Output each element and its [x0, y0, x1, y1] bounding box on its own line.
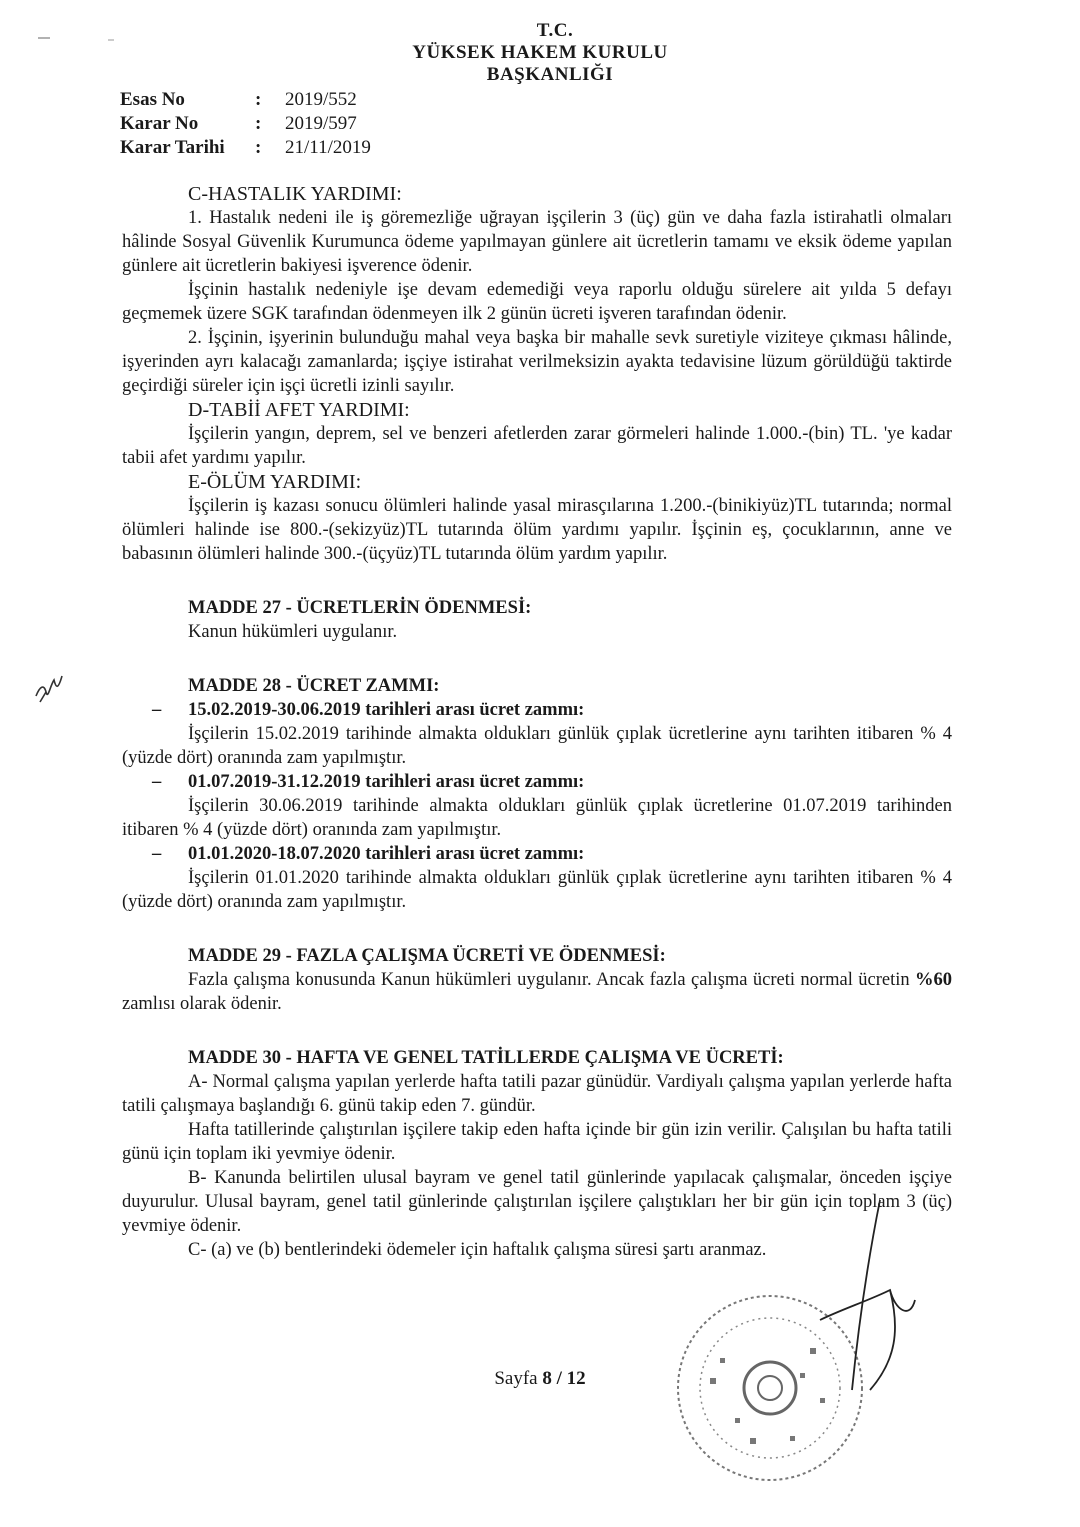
page-label: Sayfa: [494, 1368, 543, 1389]
meta-colon: :: [255, 113, 262, 134]
meta-key: Karar No: [120, 113, 199, 134]
meta-row-tarih: [120, 136, 371, 160]
section-c-paragraph-1: 1. Hastalık nedeni ile iş göremezliğe uğrayan işçilerin 3 (üç) gün ve daha fazla istirahatli olmaları hâlinde Sosyal Güvenlik Kurumunca ödeme yapılmayan günlere ait ücretlerin tamamı ve eksik ödeme yapılan günlere ait ücretlerin bakiyesi işverence ödenir.: [122, 208, 952, 276]
signature: [800, 1190, 920, 1435]
article-29-text: [122, 968, 952, 1016]
section-e-title: E-ÖLÜM YARDIMI:: [188, 471, 362, 493]
article-30-title: MADDE 30 - HAFTA VE GENEL TATİLLERDE ÇALIŞMA VE ÜCRETİ:: [188, 1048, 784, 1068]
meta-colon: :: [255, 137, 262, 158]
raise-item-2-text: İşçilerin 30.06.2019 tarihinde almakta oldukları günlük çıplak ücretlerine 01.07.2019 tarihinden itibaren % 4 (yüzde dört) oranında zam yapılmıştır.: [122, 796, 952, 840]
section-d-paragraph: İşçilerin yangın, deprem, sel ve benzeri afetlerden zarar görmeleri halinde 1.000.-(bin) TL. 'ye kadar tabii afet yardımı yapılır.: [122, 424, 952, 468]
raise-item-1-heading: [152, 698, 952, 722]
meta-key: Esas No: [120, 89, 185, 110]
raise-item-3-text: İşçilerin 01.01.2020 tarihinde almakta oldukları günlük çıplak ücretlerine aynı tarihten itibaren % 4 (yüzde dört) oranında zam yapılmıştır.: [122, 868, 952, 912]
dash-bullet: –: [152, 772, 162, 792]
meta-row-esas: [120, 88, 371, 112]
section-d-title: D-TABİİ AFET YARDIMI:: [188, 399, 410, 421]
article-27-text: Kanun hükümleri uygulanır.: [188, 622, 398, 642]
overtime-rate: %60: [915, 970, 952, 990]
raise-item-3-heading: [152, 842, 952, 866]
article-29-text-a: Fazla çalışma konusunda Kanun hükümleri uygulanır. Ancak fazla çalışma ücreti normal ücretin: [188, 970, 915, 990]
raise-period-title: 01.07.2019-31.12.2019 tarihleri arası ücret zammı:: [188, 772, 585, 792]
section-c-title: C-HASTALIK YARDIMI:: [188, 183, 402, 205]
case-meta: [120, 88, 371, 160]
section-e-paragraph: İşçilerin iş kazası sonucu ölümleri halinde yasal mirasçılarına 1.200.-(binikiyüz)TL tutarında; normal ölümleri halinde ise 800.-(sekizyüz)TL tutarında ölüm yardımı yapılır. İşçinin eş, çocuklarının, anne ve babasının ölümleri halinde 300.-(üçyüz)TL tutarında ölüm yardım yapılır.: [122, 496, 952, 564]
page-footer: [0, 1368, 1080, 1390]
article-28-title: MADDE 28 - ÜCRET ZAMMI:: [188, 676, 440, 696]
meta-value: 2019/552: [285, 89, 357, 110]
page-number: 8: [542, 1368, 552, 1389]
meta-key: Karar Tarihi: [120, 137, 225, 158]
article-27-title: MADDE 27 - ÜCRETLERİN ÖDENMESİ:: [188, 598, 532, 618]
meta-value: 21/11/2019: [285, 137, 371, 158]
section-c-paragraph-2: İşçinin hastalık nedeniyle işe devam edemediği veya raporlu olduğu sürelere ait yılda 5 defayı geçmemek üzere SGK tarafından ödenmeyen ilk 2 günün ücreti işveren tarafından ödenir.: [122, 280, 952, 324]
meta-colon: :: [255, 89, 262, 110]
header-tc: T.C.: [536, 20, 574, 41]
article-30-paragraph-c: C- (a) ve (b) bentlerindeki ödemeler için haftalık çalışma süresi şartı aranmaz.: [188, 1240, 767, 1260]
section-c-paragraph-3: 2. İşçinin, işyerinin bulunduğu mahal veya başka bir mahalle sevk suretiyle viziteye çıkması hâlinde, işyerinden ayrı kalacağı zamanlarda; işçiye istirahat verilmeksizin ayakta tedavisine lüzum görüldüğü taktirde geçirdiği süreler için işçi ücretli izinli sayılır.: [122, 328, 952, 396]
dash-bullet: –: [152, 700, 162, 720]
document-header: [0, 20, 1080, 86]
raise-period-title: 15.02.2019-30.06.2019 tarihleri arası ücret zammı:: [188, 700, 585, 720]
header-presidency: BAŞKANLIĞI: [486, 64, 614, 85]
article-30-paragraph-2: Hafta tatillerinde çalıştırılan işçilere takip eden hafta içinde bir gün izin verilir. Çalışılan bu hafta tatili günü için toplam iki yevmiye ödenir.: [122, 1120, 952, 1164]
article-29-title: MADDE 29 - FAZLA ÇALIŞMA ÜCRETİ VE ÖDENMESİ:: [188, 946, 666, 966]
article-30-paragraph-b: B- Kanunda belirtilen ulusal bayram ve genel tatil günlerinde yapılacak çalışmalar, önceden işçiye duyurulur. Ulusal bayram, genel tatil günlerinde çalıştırılan işçilere çalıştıkları her bir gün için toplam 3 (üç) yevmiye ödenir.: [122, 1168, 952, 1236]
header-institution: YÜKSEK HAKEM KURULU: [412, 42, 668, 63]
dash-bullet: –: [152, 844, 162, 864]
meta-value: 2019/597: [285, 113, 357, 134]
article-29-text-c: zamlısı olarak ödenir.: [122, 994, 282, 1014]
raise-item-2-heading: [152, 770, 952, 794]
document-body: [122, 182, 952, 1262]
page-total: 12: [566, 1368, 586, 1389]
page-separator: /: [551, 1368, 567, 1389]
meta-row-karar: [120, 112, 371, 136]
handwritten-initials: [32, 666, 68, 711]
raise-period-title: 01.01.2020-18.07.2020 tarihleri arası ücret zammı:: [188, 844, 585, 864]
article-30-paragraph-a: A- Normal çalışma yapılan yerlerde hafta tatili pazar günüdür. Vardiyalı çalışma yapılan yerlerde hafta tatili çalışmaya başlandığı 6. günü takip eden 7. gündür.: [122, 1072, 952, 1116]
raise-item-1-text: İşçilerin 15.02.2019 tarihinde almakta oldukları günlük çıplak ücretlerine aynı tarihten itibaren % 4 (yüzde dört) oranında zam yapılmıştır.: [122, 724, 952, 768]
